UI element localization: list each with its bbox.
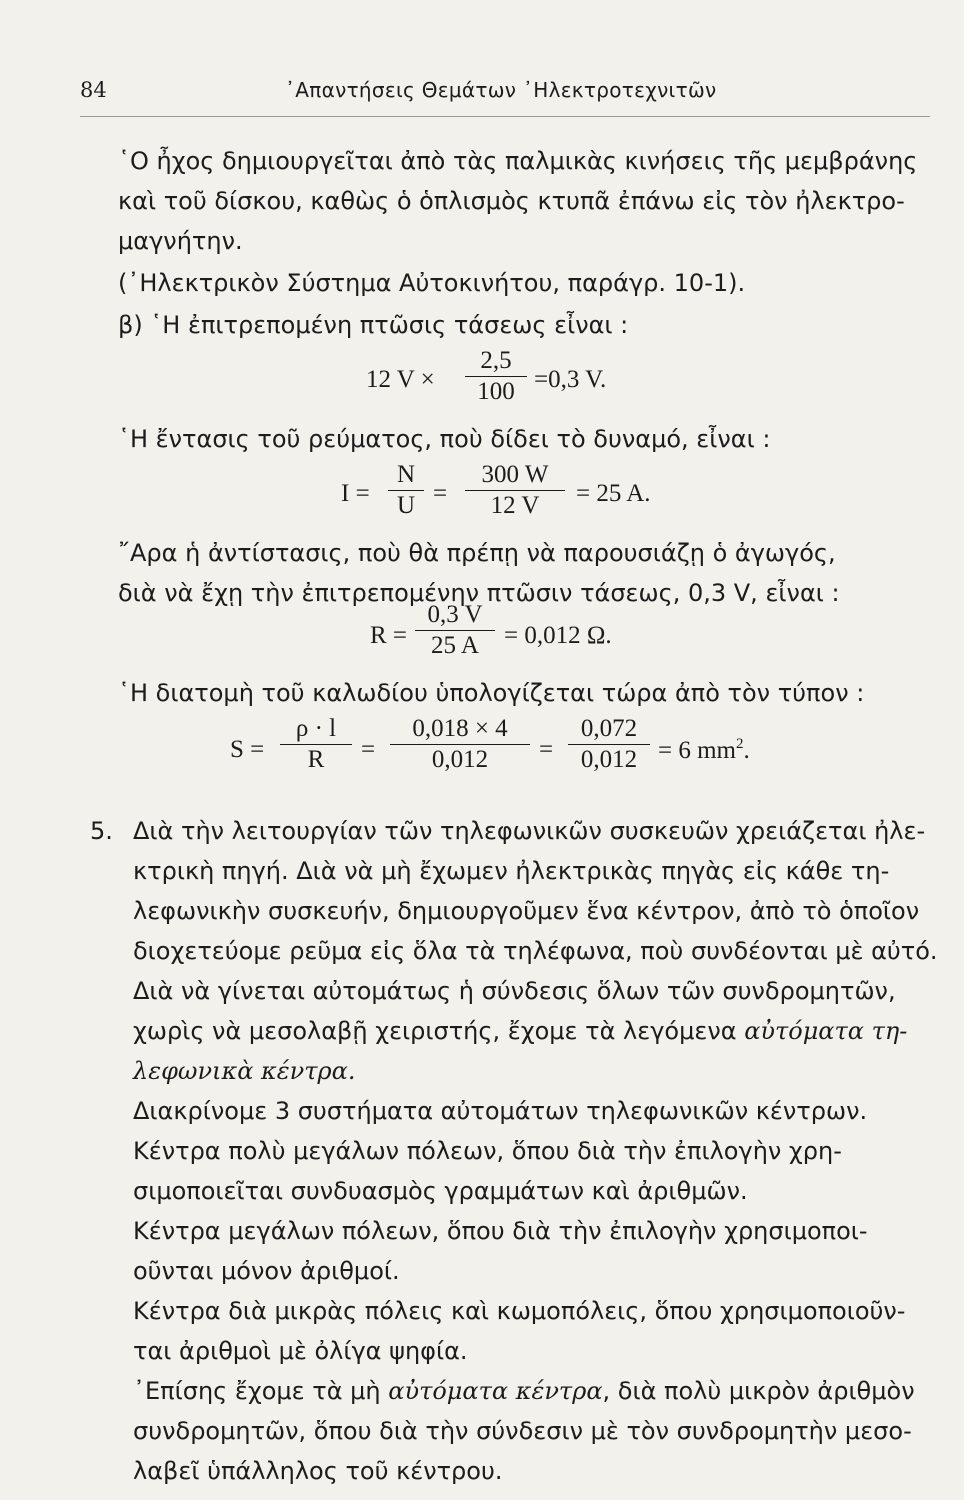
- text-line: οῦνται μόνον ἀριθμοί.: [133, 1257, 400, 1285]
- equation-2-right: = 25 A.: [576, 480, 651, 507]
- text-line: διοχετεύομε ρεῦμα εἰς ὅλα τὰ τηλέφωνα, ποὺ συνδέονται μὲ αὐτό.: [133, 937, 938, 965]
- text-line: ῾Ο ἦχος δημιουργεῖται ἀπὸ τὰς παλμικὰς κινήσεις τῆς μεμβράνης: [118, 147, 918, 175]
- fraction-bar: [390, 744, 530, 745]
- equation-4-right: [658, 736, 750, 765]
- text-line: Διακρίνομε 3 συστήματα αὐτομάτων τηλεφωνικῶν κέντρων.: [133, 1097, 868, 1125]
- text-line: ῎Αρα ἡ ἀντίστασις, ποὺ θὰ πρέπῃ νὰ παρουσιάζῃ ὁ ἀγωγός,: [118, 539, 836, 567]
- fraction-numerator: 2,5: [480, 347, 512, 374]
- equation-4-period: .: [743, 737, 750, 764]
- fraction-denominator: U: [396, 492, 416, 519]
- text-line: κτρικὴ πηγή. Διὰ νὰ μὴ ἔχωμεν ἠλεκτρικὰς πηγὰς εἰς κάθε τη-: [133, 857, 890, 885]
- fraction-bar: [388, 490, 424, 491]
- text-line: [133, 1016, 907, 1046]
- equation-4-exponent: 2: [736, 736, 744, 752]
- fraction-numerator: 300 W: [481, 461, 549, 488]
- fraction-bar: [465, 490, 565, 491]
- fraction-bar: [415, 630, 495, 631]
- text-line: λαβεῖ ὑπάλληλος τοῦ κέντρου.: [133, 1457, 503, 1485]
- fraction-denominator: 0,012: [431, 746, 489, 773]
- fraction-numerator: 0,3 V: [427, 601, 483, 628]
- equation-4-fraction-1: [280, 716, 352, 773]
- fraction-bar: [465, 376, 527, 377]
- fraction-bar: [568, 744, 650, 745]
- equation-2-fraction-1: [388, 462, 424, 519]
- text-line: μαγνήτην.: [118, 227, 243, 255]
- equation-3-fraction: [415, 602, 495, 659]
- text-line: Κέντρα μεγάλων πόλεων, ὅπου διὰ τὴν ἐπιλογὴν χρησιμοποι-: [133, 1217, 868, 1245]
- text-line: ῾Η ἔντασις τοῦ ρεύματος, ποὺ δίδει τὸ δυναμό, εἶναι :: [118, 425, 771, 453]
- fraction-bar: [280, 744, 352, 745]
- equation-4-fraction-2: [390, 716, 530, 773]
- equation-4-equals-1: =: [361, 736, 376, 763]
- text-run: χωρὶς νὰ μεσολαβῇ χειριστής, ἔχομε τὰ λεγόμενα: [133, 1017, 745, 1045]
- equation-2-equals: =: [433, 480, 448, 507]
- equation-1-left: 12 V ×: [366, 366, 435, 393]
- text-line: (᾿Ηλεκτρικὸν Σύστημα Αὐτοκινήτου, παράγρ. 10-1).: [118, 269, 746, 297]
- equation-4-equals-2: =: [539, 736, 554, 763]
- text-line: [133, 1376, 915, 1406]
- italic-term: αὐτόματα κέντρα: [388, 1377, 603, 1405]
- equation-4-fraction-3: [568, 716, 650, 773]
- running-title: ᾿Απαντήσεις Θεμάτων ᾿Ηλεκτροτεχνιτῶν: [285, 78, 717, 102]
- equation-2-left: I =: [341, 480, 370, 507]
- equation-3-left: R =: [370, 622, 408, 649]
- fraction-denominator: 100: [477, 378, 515, 405]
- header-rule: [80, 116, 930, 117]
- text-line: ῾Η διατομὴ τοῦ καλωδίου ὑπολογίζεται τώρα ἀπὸ τὸν τύπον :: [118, 679, 865, 707]
- text-line: Διὰ τὴν λειτουργίαν τῶν τηλεφωνικῶν συσκευῶν χρειάζεται ἠλε-: [133, 817, 926, 845]
- page-number: 84: [80, 78, 107, 102]
- text-line: β) ῾Η ἐπιτρεπομένη πτῶσις τάσεως εἶναι :: [118, 311, 629, 339]
- fraction-numerator: 0,072: [580, 715, 638, 742]
- text-run: ᾿Επίσης ἔχομε τὰ μὴ: [133, 1377, 389, 1405]
- text-line: καὶ τοῦ δίσκου, καθὼς ὁ ὁπλισμὸς κτυπᾶ ἐπάνω εἰς τὸν ἠλεκτρο-: [118, 187, 905, 215]
- fraction-denominator: R: [307, 746, 325, 773]
- italic-term: λεφωνικὰ κέντρα.: [133, 1057, 356, 1085]
- text-line: σιμοποιεῖται συνδυασμὸς γραμμάτων καὶ ἀριθμῶν.: [133, 1177, 748, 1205]
- text-line: λεφωνικὴν συσκευήν, δημιουργοῦμεν ἕνα κέντρον, ἀπὸ τὸ ὁποῖον: [133, 897, 920, 925]
- text-line: ται ἀριθμοὶ μὲ ὀλίγα ψηφία.: [133, 1337, 468, 1365]
- fraction-numerator: N: [396, 461, 416, 488]
- text-line: Κέντρα πολὺ μεγάλων πόλεων, ὅπου διὰ τὴν ἐπιλογὴν χρη-: [133, 1137, 842, 1165]
- text-line: Διὰ νὰ γίνεται αὐτομάτως ἡ σύνδεσις ὅλων τῶν συνδρομητῶν,: [133, 977, 896, 1005]
- italic-term: αὐτόματα τη-: [744, 1017, 908, 1045]
- equation-3-right: = 0,012 Ω.: [504, 622, 612, 649]
- equation-1-fraction: [465, 348, 527, 405]
- fraction-denominator: 25 A: [431, 632, 479, 659]
- fraction-numerator: 0,018 × 4: [412, 715, 508, 742]
- page-header: [80, 78, 930, 114]
- equation-2-fraction-2: [465, 462, 565, 519]
- fraction-denominator: 0,012: [580, 746, 638, 773]
- text-line: Κέντρα διὰ μικρὰς πόλεις καὶ κωμοπόλεις, ὅπου χρησιμοποιοῦν-: [133, 1297, 906, 1325]
- equation-1-right: =0,3 V.: [534, 366, 607, 393]
- text-run: , διὰ πολὺ μικρὸν ἀριθμὸν: [602, 1377, 915, 1405]
- equation-4-result: = 6 mm: [658, 737, 736, 764]
- text-line: συνδρομητῶν, ὅπου διὰ τὴν σύνδεσιν μὲ τὸν συνδρομητὴν μεσο-: [133, 1417, 912, 1445]
- fraction-numerator: ρ · l: [295, 715, 337, 742]
- equation-4-left: S =: [230, 736, 265, 763]
- fraction-denominator: 12 V: [490, 492, 540, 519]
- text-line: διὰ νὰ ἔχῃ τὴν ἐπιτρεπομένην πτῶσιν τάσεως, 0,3 V, εἶναι :: [118, 579, 840, 607]
- item-number: 5.: [90, 817, 113, 845]
